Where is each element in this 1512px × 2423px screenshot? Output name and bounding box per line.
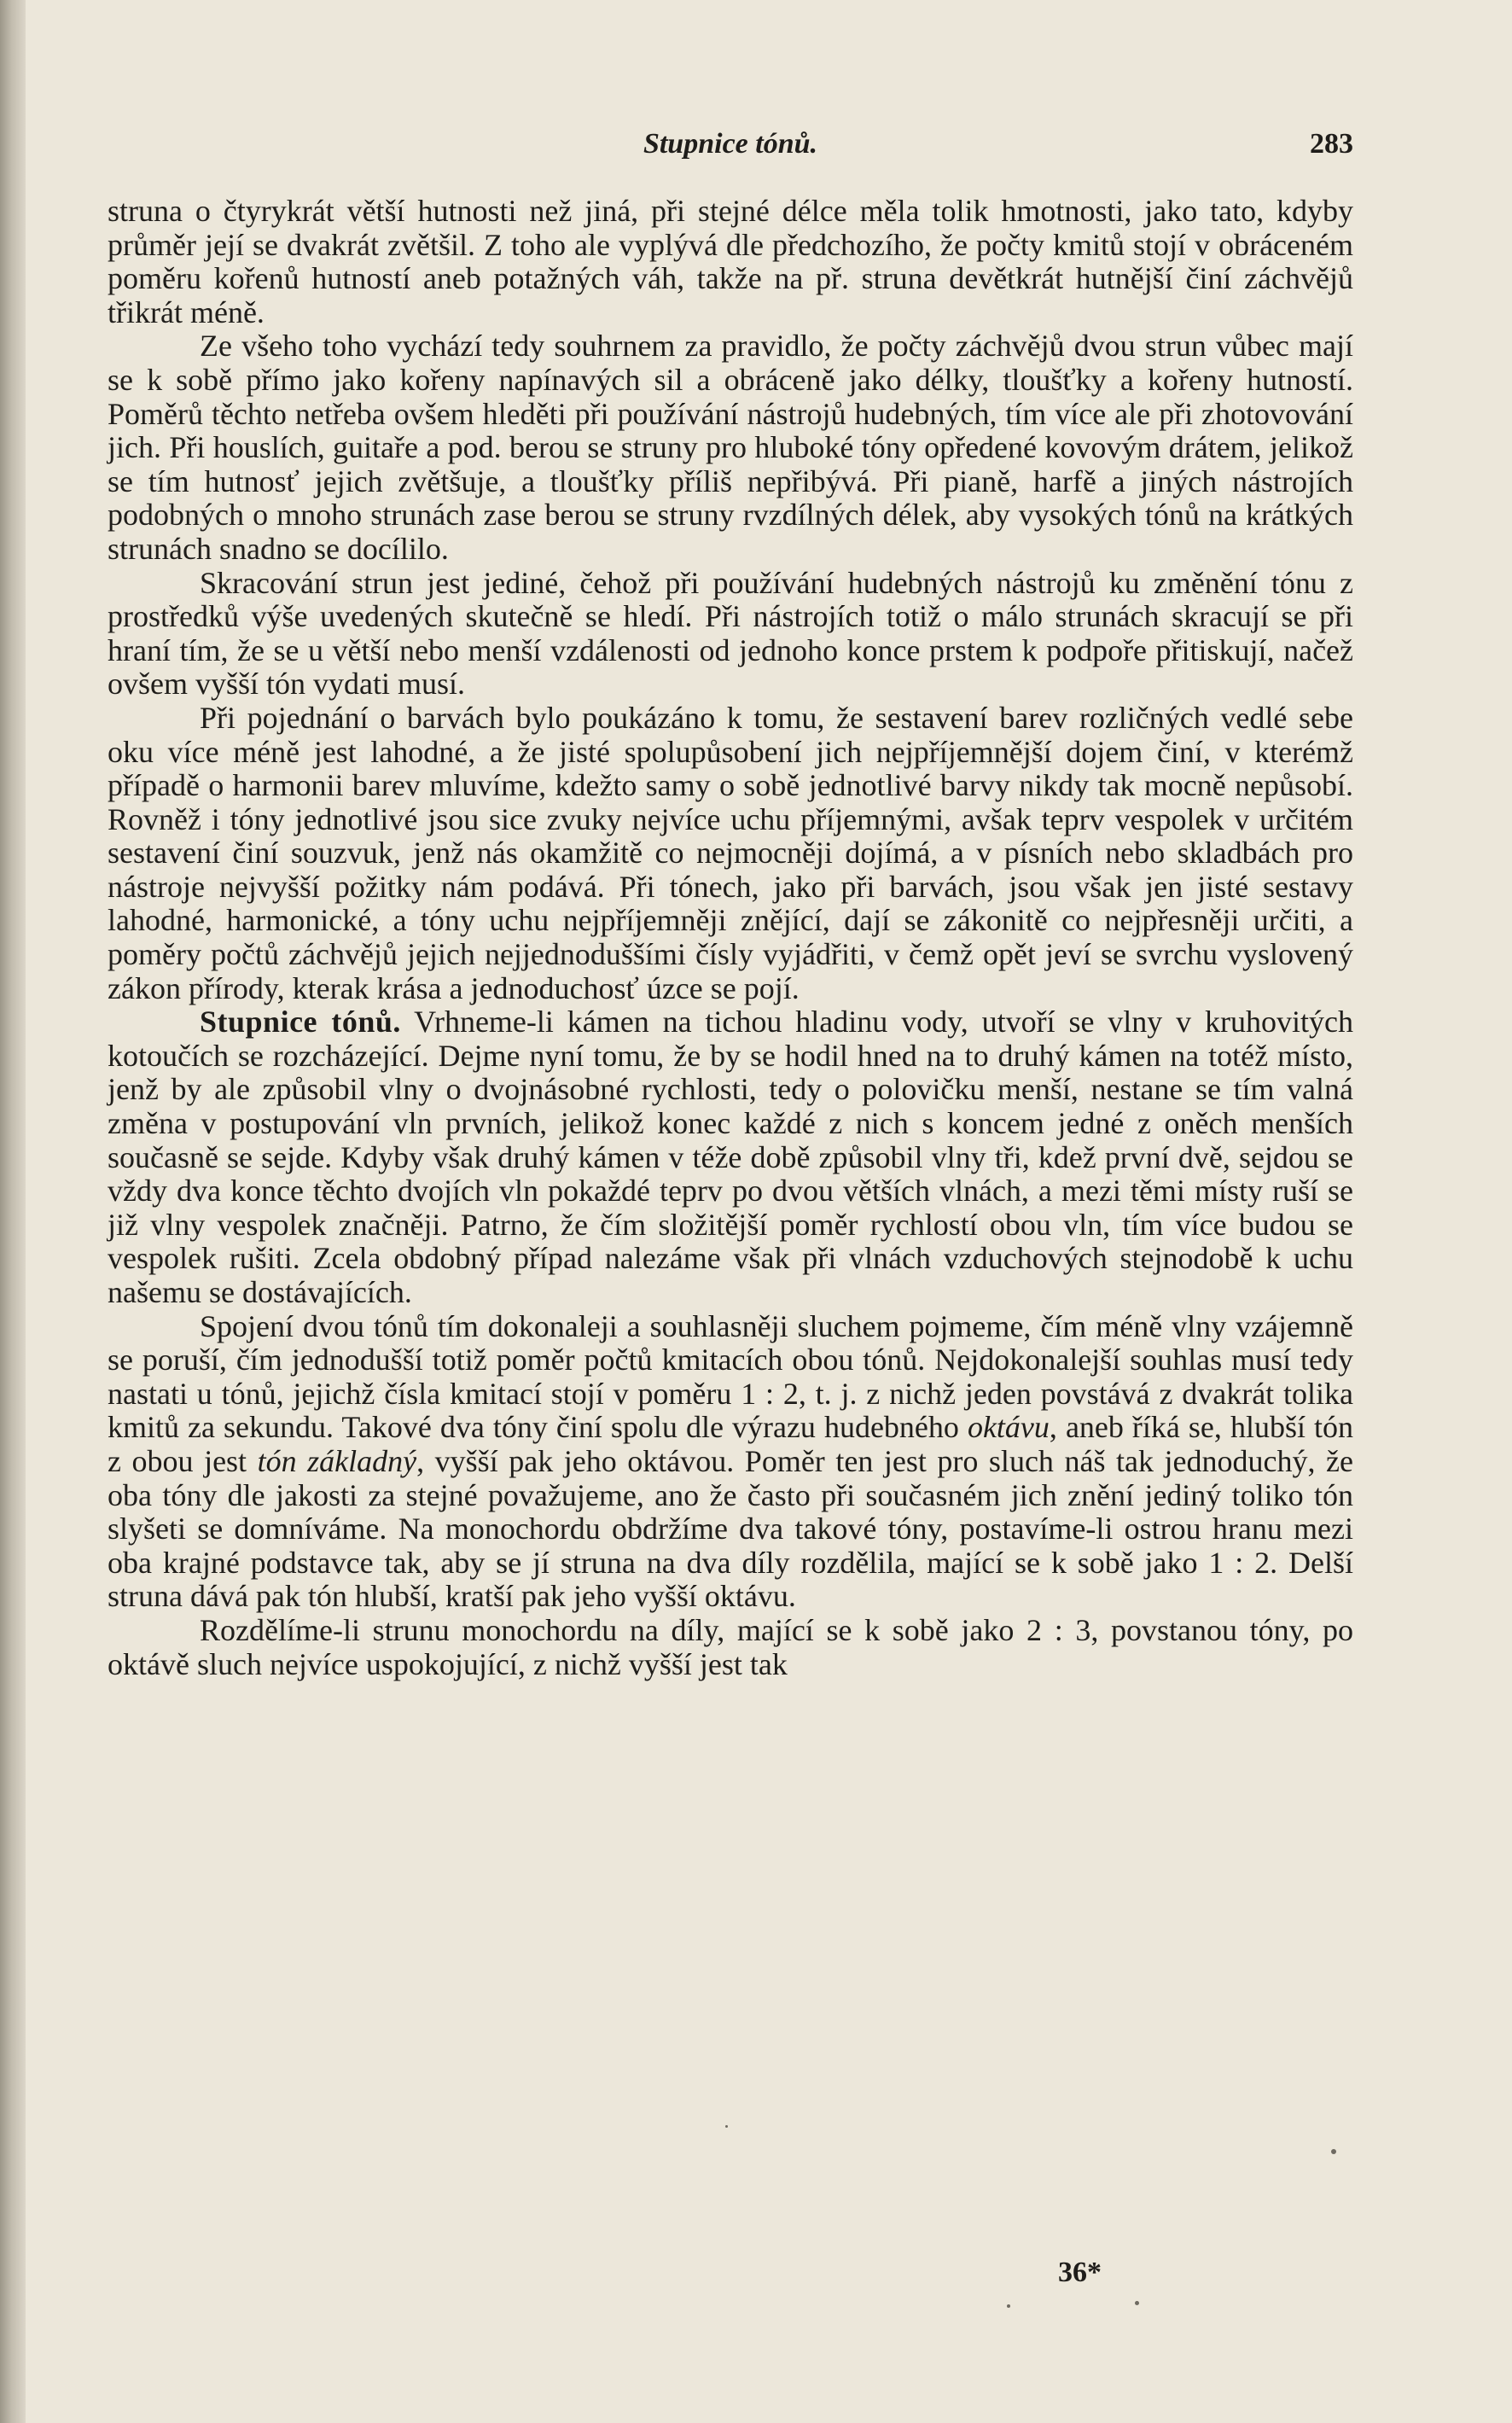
body-text xyxy=(108,195,1353,1681)
paragraph-6-text-b: , aneb říká se, hlubší tón z obou jest xyxy=(108,1410,1353,1478)
paragraph-6 xyxy=(108,1310,1353,1614)
paragraph-6-text-c: , vyšší pak jeho oktávou. Poměr ten jest pro sluch náš tak jednoduchý, že oba tóny dle jakosti za stejné považujeme, ano že často při současném jich znění jediný toliko tón slyšeti se domníváme. Na monochordu obdržíme dva takové tóny, postavíme-li ostrou hranu mezi oba krajné podstavce tak, aby se jí struna na dva díly rozdělila, mající se k sobě jako 1 : 2. Delší struna dává pak tón hlubší, kratší pak jeho vyšší oktávu. xyxy=(108,1443,1353,1614)
paragraph-5 xyxy=(108,1005,1353,1309)
paper-speck xyxy=(1007,2304,1010,2308)
running-head xyxy=(108,128,1353,171)
section-heading-stupnice: Stupnice tónů. xyxy=(200,1005,401,1040)
paper-speck xyxy=(725,2125,728,2128)
paragraph-5-text: Vrhneme-li kámen na tichou hladinu vody, utvoří se vlny v kruhovitých kotoučích se rozcházející. Dejme nyní tomu, že by se hodil hned na to druhý kámen na totéž místo, jenž by ale způsobil vlny o dvojnásobné rychlosti, tedy o polovičku menší, nestane se tím valná změna v postupování vln prvních, jelikož konec každé z nich s koncem jedné z oněch menších současně se sejde. Kdyby však druhý kámen v téže době způsobil vlny tři, kdež první dvě, sejdou se vždy dva konce těchto dvojích vln pokaždé teprv po dvou větších vlnách, a mezi těmi místy ruší se již vlny vespolek značněji. Patrno, že čím složitější poměr rychlostí obou vln, tím více budou se vespolek rušiti. Zcela obdobný případ nalezáme však při vlnách vzduchových stejnodobě k uchu našemu se dostávajících. xyxy=(108,1005,1353,1309)
paragraph-3: Skracování strun jest jediné, čehož při používání hudebných nástrojů ku změnění tónu z prostředků výše uvedených skutečně se hledí. Při nástrojích totiž o málo strunách skracují se při hraní tím, že se u větší nebo menší vzdálenosti od jednoho konce prstem k podpoře přitiskují, načež ovšem vyšší tón vydati musí. xyxy=(108,565,1353,702)
signature-mark: 36* xyxy=(1058,2257,1102,2288)
book-spine-shadow xyxy=(0,0,26,2423)
paper-speck xyxy=(1331,2149,1336,2154)
paragraph-7: Rozdělíme-li strunu monochordu na díly, mající se k sobě jako 2 : 3, povstanou tóny, po oktávě sluch nejvíce uspokojující, z nichž vyšší jest tak xyxy=(108,1612,1353,1681)
paper-speck xyxy=(1135,2301,1139,2305)
term-oktava: oktávu xyxy=(967,1410,1050,1445)
term-ton-zakladny: tón základný xyxy=(257,1443,417,1478)
page-number: 283 xyxy=(1310,128,1353,160)
paragraph-2: Ze všeho toho vychází tedy souhrnem za pravidlo, že počty záchvějů dvou strun vůbec mají se k sobě přímo jako kořeny napínavých sil a obráceně jako délky, tloušťky a kořeny hutností. Poměrů těchto netřeba ovšem hleděti při používání nástrojů hudebných, tím více ale při zhotovování jich. Při houslích, guitaře a pod. berou se struny pro hluboké tóny opředené kovovým drátem, jelikož se tím hutnosť jejich zvětšuje, a tloušťky příliš nepřibývá. Při pianě, harfě a jiných nástrojích podobných o mnoho strunách zase berou se struny rvzdílných délek, aby vysokých tónů na krátkých strunách snadno se docílilo. xyxy=(108,329,1353,566)
running-title: Stupnice tónů. xyxy=(643,128,818,160)
paragraph-6-text-a: Spojení dvou tónů tím dokonaleji a souhlasněji sluchem pojmeme, čím méně vlny vzájemně se poruší, čím jednodušší totiž poměr počtů kmitacích obou tónů. Nejdokonalejší souhlas musí tedy nastati u tónů, jejichž čísla kmitací stojí v poměru 1 : 2, t. j. z nichž jeden povstává z dvakrát tolika kmitů za sekundu. Takové dva tóny činí spolu dle výrazu hudebného xyxy=(108,1308,1353,1445)
paragraph-4: Při pojednání o barvách bylo poukázáno k tomu, že sestavení barev rozličných vedlé sebe oku více méně jest lahodné, a že jisté spolupůsobení jich nejpříjemnější dojem činí, v kterémž případě o harmonii barev mluvíme, kdežto samy o sobě jednotlivé barvy nikdy tak mocně nepůsobí. Rovněž i tóny jednotlivé jsou sice zvuky nejvíce uchu příjemnými, avšak teprv vespolek v určitém sestavení činí souzvuk, jenž nás okamžitě co nejmocněji dojímá, a v písních nebo skladbách pro nástroje nejvyšší požitky nám podává. Při tónech, jako při barvách, jsou však jen jisté sestavy lahodné, harmonické, a tóny uchu nejpříjemněji znějící, dají se zákonitě co nejpřesněji určiti, a poměry počtů záchvějů jejich nejjednoduššími čísly vyjádřiti, v čemž opět jeví se svrchu vyslovený zákon přírody, kterak krása a jednoduchosť úzce se pojí. xyxy=(108,700,1353,1005)
paragraph-1: struna o čtyrykrát větší hutnosti než jiná, při stejné délce měla tolik hmotnosti, jako tato, kdyby průměr její se dvakrát zvětšil. Z toho ale vyplývá dle předchozího, že počty kmitů stojí v obráceném poměru kořenů hutností aneb potažných váh, takže na př. struna devětkrát hutnější činí záchvějů třikrát méně. xyxy=(108,194,1353,329)
book-page xyxy=(26,0,1512,2423)
